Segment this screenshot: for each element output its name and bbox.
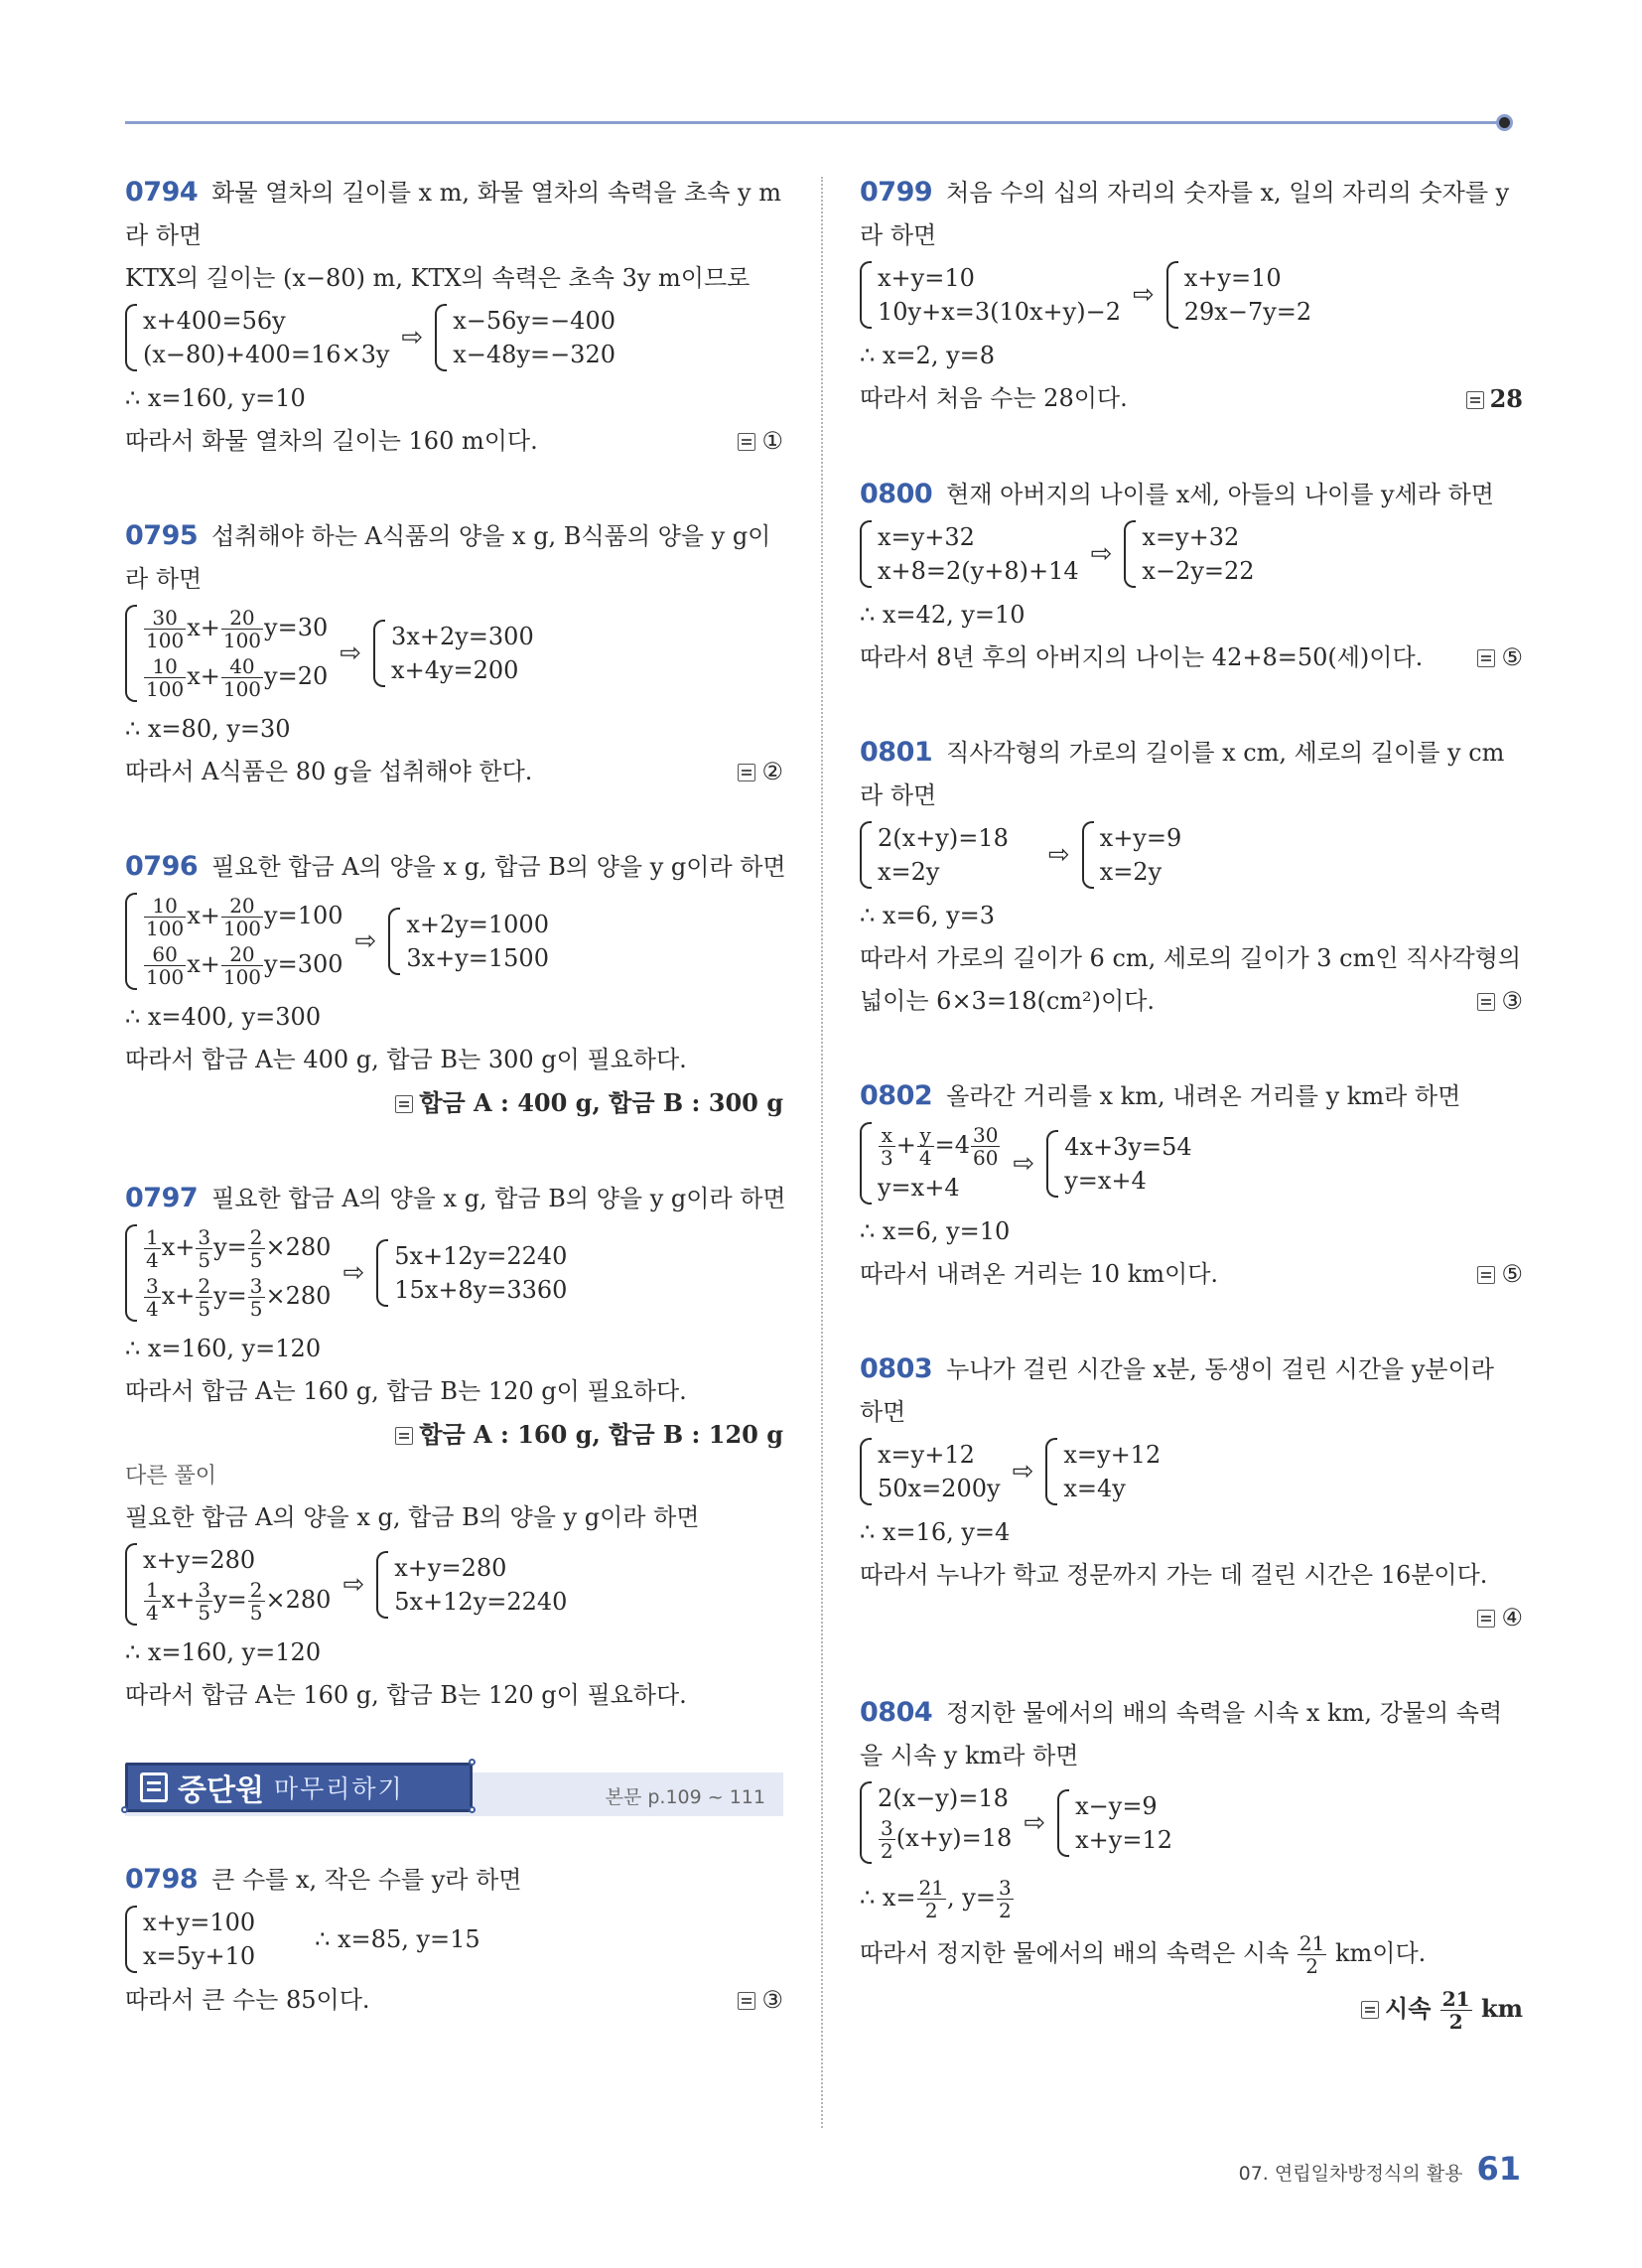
banner-subtitle: 마무리하기 (273, 1774, 404, 1803)
answer-icon (1361, 2001, 1379, 2019)
equation: x+y=280 (143, 1546, 256, 1574)
equation-system (125, 1543, 783, 1626)
equation: 15x+8y=3360 (394, 1276, 568, 1304)
problem-intro: 필요한 합금 A의 양을 x g, 합금 B의 양을 y g이라 하면 (211, 853, 786, 881)
problem-0804 (860, 1691, 1523, 2037)
equation-system (860, 1122, 1523, 1205)
equation: 4x+3y=54 (1064, 1132, 1192, 1161)
solution: ∴ x=160, y=10 (125, 384, 306, 412)
equation: 29x−7y=2 (1183, 298, 1312, 326)
conclusion: 따라서 A식품은 80 g을 섭취해야 한다. (125, 758, 533, 785)
conclusion: 따라서 화물 열차의 길이는 160 m이다. (125, 427, 538, 455)
answer-icon (1466, 391, 1484, 409)
conclusion: 따라서 큰 수는 85이다. (125, 1986, 370, 2014)
equation: y=x+4 (1064, 1166, 1147, 1195)
implies-arrow-icon: ⇨ (1047, 840, 1070, 870)
equation: 5x+12y=2240 (394, 1587, 568, 1616)
page-number: 61 (1476, 2150, 1521, 2188)
implies-arrow-icon: ⇨ (354, 926, 377, 956)
equation: x+2y=1000 (406, 911, 549, 938)
answer-icon (1477, 993, 1495, 1011)
equation: 2(x+y)=18 (878, 824, 1009, 852)
left-column (125, 171, 786, 2022)
column-divider (821, 177, 823, 2128)
problem-intro: 누나가 걸린 시간을 x분, 동생이 걸린 시간을 y분이라 하면 (860, 1355, 1494, 1426)
problem-intro: 필요한 합금 A의 양을 x g, 합금 B의 양을 y g이라 하면 (211, 1185, 786, 1212)
problem-0802 (860, 1074, 1523, 1296)
alt-intro: 필요한 합금 A의 양을 x g, 합금 B의 양을 y g이라 하면 (125, 1503, 700, 1531)
equation: x=5y+10 (143, 1942, 256, 1970)
problem-number: 0803 (860, 1353, 933, 1384)
banner-title: 중단원 (178, 1773, 264, 1808)
equation: x=4y (1063, 1475, 1126, 1502)
conclusion: 따라서 8년 후의 아버지의 나이는 42+8=50(세)이다. (860, 643, 1424, 671)
implies-arrow-icon: ⇨ (1024, 1807, 1046, 1838)
answer-icon (395, 1095, 413, 1113)
equation: x+y=12 (1075, 1825, 1172, 1854)
equation-system (125, 1224, 783, 1322)
solution: ∴ x=400, y=300 (125, 1003, 322, 1031)
equation: x=2y (1099, 858, 1163, 886)
equation: $\frac{10}{100}$ x+ $\frac{20}{100}$ y=100 (146, 894, 343, 940)
equation-system (860, 1438, 1523, 1505)
equation: $\frac{30}{100}$ x+ $\frac{20}{100}$ y=30 (146, 606, 329, 652)
alt-solution-title: 다른 풀이 (125, 1464, 217, 1488)
answer-icon (1477, 649, 1495, 667)
equation: $\frac{10}{100}$ x+ $\frac{40}{100}$ y=20 (146, 654, 329, 701)
equation-system (860, 821, 1523, 889)
answer-icon (1477, 1266, 1495, 1284)
implies-arrow-icon: ⇨ (1013, 1148, 1035, 1179)
problem-0801 (860, 731, 1523, 1023)
answer: ② (761, 758, 783, 785)
top-rule (125, 121, 1505, 124)
equation: x=y+12 (1063, 1441, 1162, 1469)
solution: ∴ x=85, y=15 (315, 1925, 480, 1953)
equation: 2(x−y)=18 (878, 1784, 1009, 1812)
solution: ∴ x=160, y=120 (125, 1335, 322, 1362)
answer-icon (1477, 1610, 1495, 1628)
problem-intro: 큰 수를 x, 작은 수를 y라 하면 (211, 1866, 522, 1894)
problem-0797 (125, 1177, 786, 1717)
problem-text: KTX의 길이는 (x−80) m, KTX의 속력은 초속 3y m이므로 (125, 264, 751, 292)
equation: x−48y=−320 (453, 341, 616, 368)
problem-intro: 정지한 물에서의 배의 속력을 시속 x km, 강물의 속력 을 시속 y km라 하면 (860, 1699, 1503, 1770)
solution: ∴ x=2, y=8 (860, 342, 996, 369)
top-rule-dot (1496, 114, 1513, 131)
answer-icon (738, 1992, 755, 2010)
problem-intro: 섭취해야 하는 A식품의 양을 x g, B식품의 양을 y g이 라 하면 (125, 522, 771, 593)
equation: 50x=200y (878, 1475, 1001, 1502)
equation-system (125, 893, 783, 990)
problem-number: 0798 (125, 1864, 199, 1895)
equation: x+y=100 (143, 1909, 256, 1936)
conclusion: 따라서 가로의 길이가 6 cm, 세로의 길이가 3 cm인 직사각형의 (860, 944, 1522, 972)
solution: ∴ x=16, y=4 (860, 1518, 1011, 1546)
solution: ∴ x=6, y=10 (860, 1217, 1011, 1245)
problem-number: 0795 (125, 520, 199, 551)
equation: x−56y=−400 (453, 307, 616, 335)
answer-icon (738, 764, 755, 781)
problem-number: 0802 (860, 1080, 933, 1111)
equation: x+8=2(y+8)+14 (878, 557, 1079, 585)
conclusion: 따라서 처음 수는 28이다. (860, 384, 1128, 412)
conclusion: 따라서 합금 A는 400 g, 합금 B는 300 g이 필요하다. (125, 1046, 687, 1073)
answer: 합금 A : 160 g, 합금 B : 120 g (419, 1420, 783, 1449)
equation: $\frac{60}{100}$ x+ $\frac{20}{100}$ y=300 (146, 942, 343, 989)
equation-system (125, 304, 783, 371)
problem-number: 0799 (860, 177, 933, 208)
implies-arrow-icon: ⇨ (342, 1258, 365, 1288)
problem-number: 0801 (860, 737, 933, 768)
page-reference: 본문 p.109 ~ 111 (605, 1786, 765, 1808)
problem-number: 0794 (125, 177, 199, 208)
problem-number: 0800 (860, 479, 933, 509)
equation: 10y+x=3(10x+y)−2 (878, 298, 1121, 326)
problem-number: 0804 (860, 1697, 933, 1728)
equation: x=y+32 (1142, 523, 1240, 551)
conclusion: 따라서 누나가 학교 정문까지 가는 데 걸린 시간은 16분이다. (860, 1561, 1488, 1589)
implies-arrow-icon: ⇨ (340, 638, 362, 668)
problem-0803 (860, 1347, 1523, 1639)
answer: ③ (1501, 987, 1523, 1015)
problem-intro: 올라간 거리를 x km, 내려온 거리를 y km라 하면 (946, 1082, 1461, 1110)
conclusion: 따라서 합금 A는 160 g, 합금 B는 120 g이 필요하다. (125, 1377, 687, 1405)
right-column (860, 171, 1523, 2037)
conclusion: 넓이는 6×3=18(cm²)이다. (860, 987, 1156, 1015)
conclusion: 따라서 정지한 물에서의 배의 속력은 시속 $\frac{21}{2}$ km이다. (860, 1931, 1427, 1978)
problem-0796 (125, 845, 786, 1125)
problem-0795 (125, 514, 783, 793)
implies-arrow-icon: ⇨ (1132, 280, 1155, 310)
implies-arrow-icon: ⇨ (1012, 1457, 1034, 1487)
equation: 5x+12y=2240 (394, 1242, 568, 1270)
problem-intro: 현재 아버지의 나이를 x세, 아들의 나이를 y세라 하면 (946, 481, 1494, 508)
equation-system (125, 1906, 783, 1973)
equation: (x−80)+400=16×3y (143, 341, 390, 368)
problem-0798 (125, 1858, 783, 2022)
problem-intro: 화물 열차의 길이를 x m, 화물 열차의 속력을 초속 y m 라 하면 (125, 179, 781, 249)
equation: $\frac{1}{4}$ x+ $\frac{3}{5}$ y= $\frac{2}{5}$ ×280 (146, 1225, 332, 1272)
page-footer (1239, 2150, 1521, 2188)
equation: x=2y (878, 858, 940, 886)
equation: 3x+y=1500 (406, 944, 549, 972)
solution: ∴ x= $\frac{21}{2}$ , y= $\frac{3}{2}$ (860, 1876, 1012, 1922)
solution: ∴ x=6, y=3 (860, 902, 996, 929)
problem-number: 0796 (125, 851, 199, 882)
equation: x+400=56y (143, 307, 286, 335)
equation: x+y=280 (394, 1553, 507, 1582)
answer: ⑤ (1501, 643, 1523, 671)
solution: ∴ x=80, y=30 (125, 715, 291, 743)
chapter-title: 07. 연립일차방정식의 활용 (1238, 2163, 1463, 2185)
equation: x=y+32 (878, 523, 975, 551)
equation: 3x+2y=300 (391, 623, 534, 650)
problem-intro: 직사각형의 가로의 길이를 x cm, 세로의 길이를 y cm 라 하면 (860, 739, 1505, 809)
equation: x−y=9 (1075, 1791, 1158, 1820)
equation: x=y+12 (878, 1441, 975, 1469)
equation-system (860, 261, 1523, 329)
solution: ∴ x=160, y=120 (125, 1638, 322, 1666)
implies-arrow-icon: ⇨ (401, 323, 424, 353)
answer-icon (395, 1427, 413, 1445)
problem-number: 0797 (125, 1183, 199, 1213)
solution: ∴ x=42, y=10 (860, 601, 1026, 629)
conclusion: 따라서 합금 A는 160 g, 합금 B는 120 g이 필요하다. (125, 1681, 687, 1709)
answer: ⑤ (1501, 1260, 1523, 1288)
equation-system (125, 605, 783, 702)
conclusion: 따라서 내려온 거리는 10 km이다. (860, 1260, 1219, 1288)
equation: x+y=10 (1183, 264, 1282, 292)
equation: $\frac{x}{3}$ + $\frac{y}{4}$ =4 $\frac{30}{60}$ (881, 1123, 999, 1170)
equation: x−2y=22 (1142, 557, 1255, 585)
section-banner (125, 1763, 783, 1818)
answer: 시속 $\frac{21}{2}$ km (1385, 1987, 1523, 2034)
equation: $\frac{3}{4}$ x+ $\frac{2}{5}$ y= $\frac{3}{5}$ ×280 (146, 1274, 332, 1321)
answer: 28 (1489, 384, 1523, 413)
answer: ③ (761, 1986, 783, 2014)
equation: y=x+4 (878, 1174, 960, 1202)
equation: x+4y=200 (391, 656, 519, 684)
answer-icon (738, 433, 755, 451)
equation-system (860, 1781, 1523, 1864)
answer: 합금 A : 400 g, 합금 B : 300 g (419, 1088, 783, 1117)
note-icon (140, 1772, 168, 1802)
answer: ④ (1501, 1604, 1523, 1631)
implies-arrow-icon: ⇨ (1090, 539, 1113, 569)
problem-intro: 처음 수의 십의 자리의 숫자를 x, 일의 자리의 숫자를 y 라 하면 (860, 179, 1510, 249)
problem-0800 (860, 473, 1523, 679)
implies-arrow-icon: ⇨ (342, 1569, 365, 1600)
equation: x+y=9 (1099, 824, 1182, 852)
problem-0794 (125, 171, 783, 463)
equation: $\frac{3}{2}$ (x+y)=18 (881, 1816, 1013, 1863)
problem-0799 (860, 171, 1523, 421)
equation: x+y=10 (878, 264, 975, 292)
equation: $\frac{1}{4}$ x+ $\frac{3}{5}$ y= $\frac{2}{5}$ ×280 (146, 1578, 332, 1625)
equation-system (860, 520, 1523, 588)
answer: ① (761, 427, 783, 455)
